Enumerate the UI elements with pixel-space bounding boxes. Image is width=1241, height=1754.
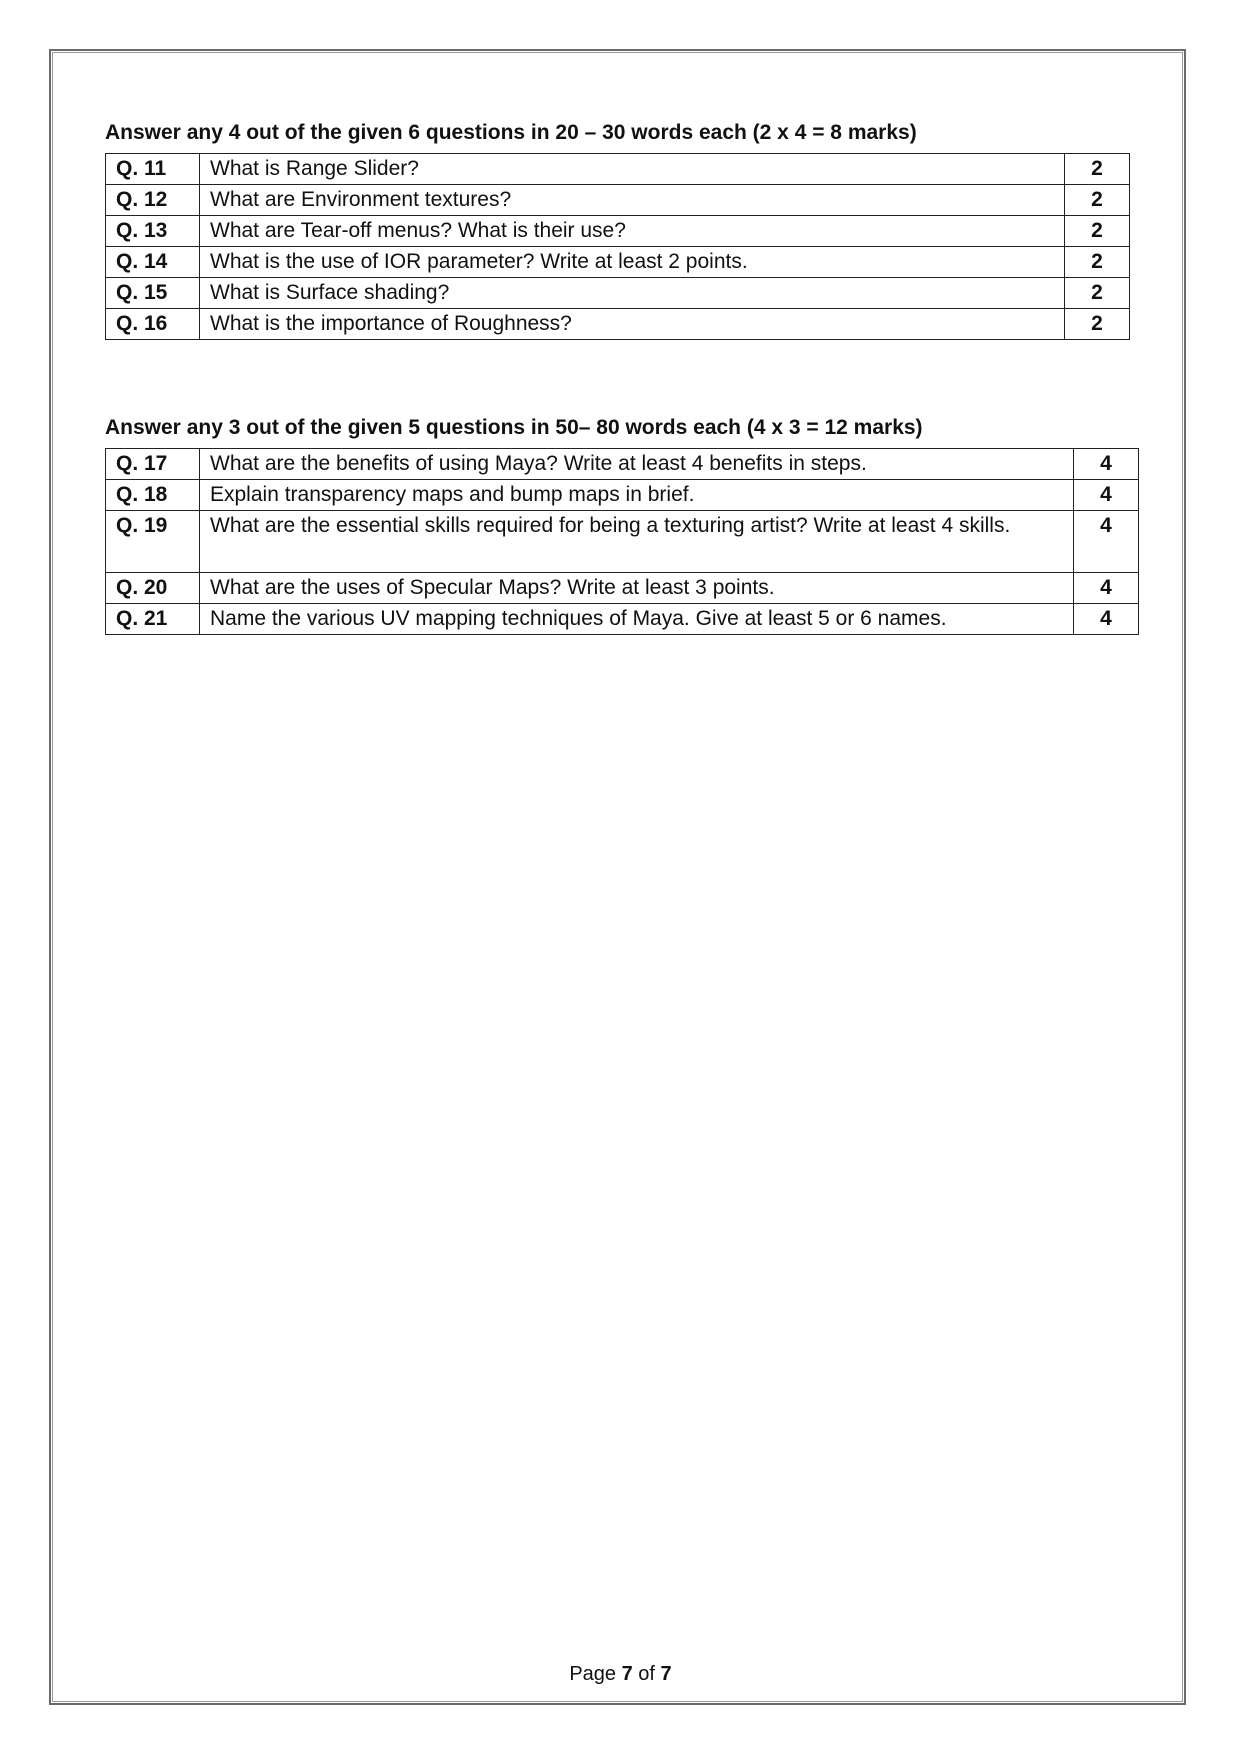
question-number: Q. 20 — [106, 573, 200, 604]
question-marks: 2 — [1065, 216, 1130, 247]
table-row — [106, 278, 1130, 309]
table-row — [106, 449, 1139, 480]
question-text: What are the essential skills required for being a texturing artist? Write at least 4 skills. — [200, 511, 1074, 573]
section-a-heading: Answer any 4 out of the given 6 questions in 20 – 30 words each (2 x 4 = 8 marks) — [105, 121, 917, 144]
question-marks: 2 — [1065, 247, 1130, 278]
question-text: Name the various UV mapping techniques of Maya. Give at least 5 or 6 names. — [200, 604, 1074, 635]
table-row — [106, 604, 1139, 635]
table-row — [106, 247, 1130, 278]
question-number: Q. 15 — [106, 278, 200, 309]
question-number: Q. 14 — [106, 247, 200, 278]
section-b-heading: Answer any 3 out of the given 5 questions in 50– 80 words each (4 x 3 = 12 marks) — [105, 416, 923, 439]
question-marks: 4 — [1074, 604, 1139, 635]
footer-total-pages: 7 — [660, 1663, 672, 1685]
footer-of-word: of — [638, 1663, 655, 1685]
table-row — [106, 309, 1130, 340]
question-text: What is the use of IOR parameter? Write at least 2 points. — [200, 247, 1065, 278]
table-row — [106, 185, 1130, 216]
table-row — [106, 573, 1139, 604]
question-marks: 2 — [1065, 309, 1130, 340]
question-number: Q. 12 — [106, 185, 200, 216]
question-text: What is Surface shading? — [200, 278, 1065, 309]
page-footer — [0, 1662, 1241, 1686]
question-number: Q. 16 — [106, 309, 200, 340]
footer-page-word: Page — [569, 1663, 617, 1685]
question-text: What are Environment textures? — [200, 185, 1065, 216]
question-marks: 2 — [1065, 185, 1130, 216]
question-text: What are the benefits of using Maya? Write at least 4 benefits in steps. — [200, 449, 1074, 480]
question-text: Explain transparency maps and bump maps in brief. — [200, 480, 1074, 511]
question-marks: 4 — [1074, 573, 1139, 604]
question-number: Q. 13 — [106, 216, 200, 247]
question-text: What are the uses of Specular Maps? Write at least 3 points. — [200, 573, 1074, 604]
section-a-table — [105, 153, 1130, 340]
question-text: What are Tear-off menus? What is their use? — [200, 216, 1065, 247]
question-number: Q. 19 — [106, 511, 200, 573]
table-row — [106, 154, 1130, 185]
section-b-table — [105, 448, 1139, 635]
footer-current-page: 7 — [621, 1663, 633, 1685]
question-marks: 2 — [1065, 278, 1130, 309]
question-text: What is the importance of Roughness? — [200, 309, 1065, 340]
question-marks: 2 — [1065, 154, 1130, 185]
question-marks: 4 — [1074, 511, 1139, 573]
question-number: Q. 21 — [106, 604, 200, 635]
table-row — [106, 511, 1139, 573]
table-row — [106, 216, 1130, 247]
question-number: Q. 18 — [106, 480, 200, 511]
question-number: Q. 11 — [106, 154, 200, 185]
table-row — [106, 480, 1139, 511]
question-number: Q. 17 — [106, 449, 200, 480]
question-marks: 4 — [1074, 480, 1139, 511]
question-text: What is Range Slider? — [200, 154, 1065, 185]
question-marks: 4 — [1074, 449, 1139, 480]
